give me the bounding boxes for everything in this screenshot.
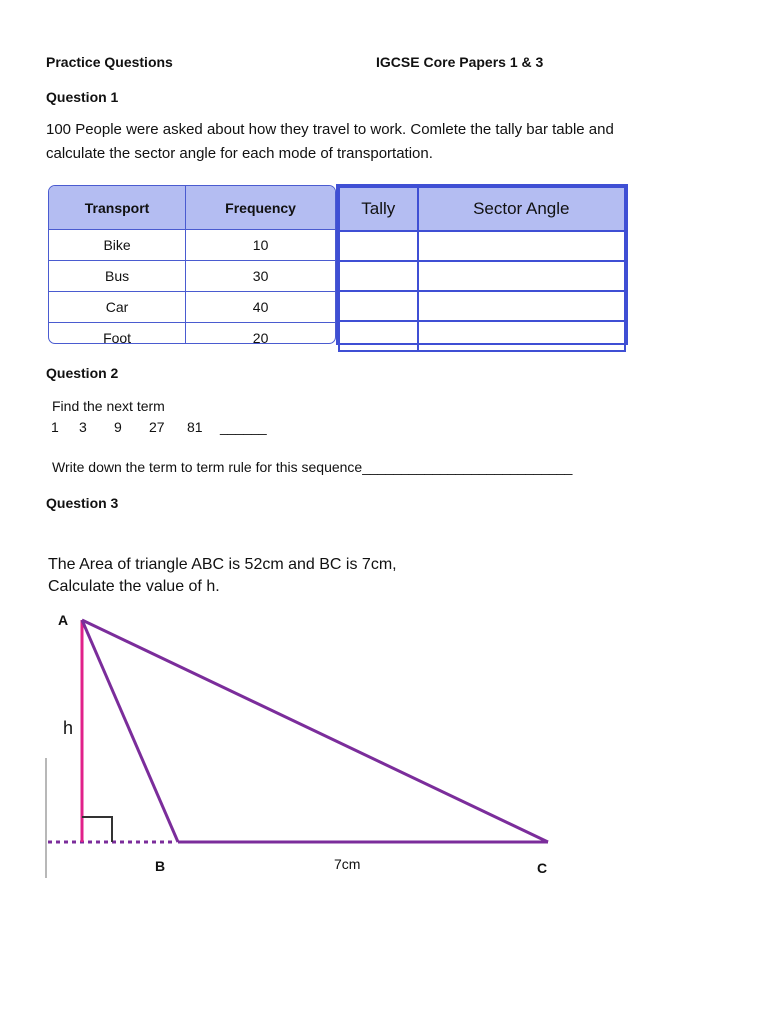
table-row — [339, 291, 625, 321]
cell-transport: Car — [49, 292, 186, 323]
sequence-term-1: 1 — [51, 419, 59, 435]
sector-angle-cell[interactable] — [418, 291, 625, 321]
header-frequency: Frequency — [186, 186, 335, 230]
right-angle-marker — [82, 817, 112, 842]
header-transport: Transport — [49, 186, 186, 230]
bc-length-label: 7cm — [334, 856, 361, 872]
find-next-term-prompt: Find the next term — [52, 398, 165, 414]
rule-answer-blank[interactable]: ___________________________ — [362, 459, 573, 475]
cell-frequency: 10 — [186, 230, 335, 261]
table-row — [49, 230, 335, 261]
side-ab — [82, 620, 178, 842]
sequence-term-3: 9 — [114, 419, 122, 435]
next-term-blank[interactable]: ______ — [220, 419, 267, 435]
table-row — [49, 261, 335, 292]
frequency-table — [48, 185, 336, 344]
rule-prompt-text: Write down the term to term rule for this sequence — [52, 459, 363, 475]
sector-angle-cell[interactable] — [418, 261, 625, 291]
header-tally: Tally — [339, 187, 418, 231]
sequence-term-5: 81 — [187, 419, 203, 435]
question-3-text-line-1: The Area of triangle ABC is 52cm and BC is 7cm, — [48, 556, 397, 573]
igcse-papers-title: IGCSE Core Papers 1 & 3 — [376, 54, 544, 70]
table-row — [49, 292, 335, 323]
practice-questions-title: Practice Questions — [46, 54, 173, 70]
vertex-label-a: A — [58, 612, 69, 628]
tally-cell[interactable] — [339, 291, 418, 321]
sequence-term-4: 27 — [149, 419, 165, 435]
question-2-heading: Question 2 — [46, 365, 119, 381]
cell-transport: Foot — [49, 323, 186, 345]
side-ac — [82, 620, 548, 842]
tally-cell[interactable] — [339, 261, 418, 291]
question-1-text-line-1: 100 People were asked about how they travel to work. Comlete the tally bar table and — [46, 121, 614, 138]
table-row — [339, 321, 625, 351]
cell-frequency: 20 — [186, 323, 335, 345]
table-row — [339, 261, 625, 291]
vertex-label-c: C — [537, 860, 548, 876]
question-1-heading: Question 1 — [46, 89, 119, 105]
height-label-h: h — [63, 718, 74, 738]
cell-transport: Bus — [49, 261, 186, 292]
cell-frequency: 30 — [186, 261, 335, 292]
sector-angle-cell[interactable] — [418, 231, 625, 261]
sector-angle-cell[interactable] — [418, 321, 625, 351]
triangle-diagram — [0, 600, 768, 890]
sequence-term-2: 3 — [79, 419, 87, 435]
cell-transport: Bike — [49, 230, 186, 261]
question-1-text-line-2: calculate the sector angle for each mode of transportation. — [46, 145, 433, 162]
cell-frequency: 40 — [186, 292, 335, 323]
term-to-term-rule-prompt — [52, 459, 572, 475]
tally-cell[interactable] — [339, 321, 418, 351]
question-3-heading: Question 3 — [46, 495, 119, 511]
question-3-text-line-2: Calculate the value of h. — [48, 578, 220, 595]
tally-sector-table — [336, 184, 628, 345]
vertex-label-b: B — [155, 858, 166, 874]
table-row — [339, 231, 625, 261]
table-row — [49, 323, 335, 345]
header-sector-angle: Sector Angle — [418, 187, 625, 231]
tally-cell[interactable] — [339, 231, 418, 261]
